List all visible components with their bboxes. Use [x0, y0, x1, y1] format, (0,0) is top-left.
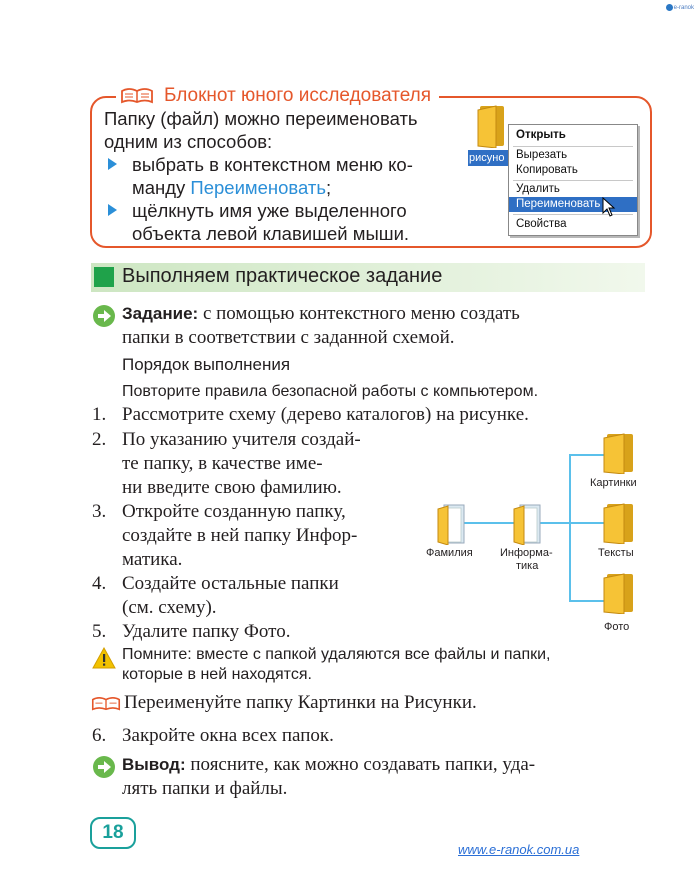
- step-2-text: По указанию учителя создай-: [122, 429, 361, 450]
- folder-name-label[interactable]: рисуно: [468, 150, 510, 166]
- step-5-text: Удалите папку Фото.: [122, 621, 291, 642]
- bullet1-line: выбрать в контекстном меню ко-: [132, 154, 413, 175]
- notebook-title: Блокнот юного исследователя: [164, 85, 432, 106]
- warning-text: которые в ней находятся.: [122, 666, 312, 683]
- conclusion-text: поясните, как можно создавать папки, уда-: [185, 754, 536, 775]
- order-title: Порядок выполнения: [122, 355, 291, 374]
- menu-item-delete[interactable]: Удалить: [516, 183, 560, 195]
- menu-separator: [513, 146, 633, 147]
- task-text: с помощью контекстного меню создать: [198, 303, 520, 324]
- folder-label-middle: тика: [516, 560, 539, 572]
- menu-item-copy[interactable]: Копировать: [516, 164, 578, 176]
- bullet2-line: объекта левой клавишей мыши.: [132, 223, 410, 244]
- corner-logo-text: e-ranok: [673, 5, 694, 12]
- tree-connector: [569, 522, 605, 524]
- section-marker-icon: [94, 267, 114, 287]
- folder-label-root: Фамилия: [426, 547, 473, 559]
- tree-connector: [569, 454, 571, 602]
- open-folder-icon: [512, 503, 544, 545]
- step-number: 4.: [92, 573, 107, 594]
- step-number: 5.: [92, 621, 107, 642]
- step-2-text: те папку, в качестве име-: [122, 453, 323, 474]
- folder-icon: [602, 502, 636, 544]
- task-line: [122, 303, 520, 325]
- conclusion-line: [122, 754, 535, 776]
- step-2-text: ни введите свою фамилию.: [122, 477, 342, 498]
- menu-item-rename[interactable]: Переименовать: [509, 197, 637, 212]
- step-3-text: матика.: [122, 549, 183, 570]
- task-label: Задание:: [122, 304, 199, 323]
- page-number: 18: [90, 817, 136, 849]
- step-4-text: Создайте остальные папки: [122, 573, 339, 594]
- green-arrow-icon: [92, 304, 116, 328]
- step-3-text: Откройте созданную папку,: [122, 501, 346, 522]
- bullet1-line: [132, 176, 331, 199]
- warning-text: Помните: вместе с папкой удаляются все файлы и папки,: [122, 646, 551, 663]
- tree-connector: [569, 600, 605, 602]
- conclusion-line: лять папки и файлы.: [122, 778, 288, 799]
- menu-item-open[interactable]: Открыть: [516, 129, 566, 141]
- step-4-text: (см. схему).: [122, 597, 217, 618]
- menu-separator: [513, 180, 633, 181]
- step-number: 2.: [92, 429, 107, 450]
- notebook-task-text: Переименуйте папку Картинки на Рисунки.: [124, 692, 477, 713]
- rename-command-highlight: Переименовать: [190, 177, 327, 198]
- bullet-arrow-icon: [108, 204, 117, 216]
- conclusion-label: Вывод:: [122, 755, 186, 774]
- safety-note: Повторите правила безопасной работы с компьютером.: [122, 383, 539, 400]
- step-number: 1.: [92, 404, 107, 425]
- open-book-icon: [120, 87, 154, 105]
- step-number: 3.: [92, 501, 107, 522]
- folder-icon: [602, 432, 636, 474]
- mouse-cursor-icon: [602, 197, 616, 217]
- folder-label-middle: Информа-: [500, 547, 553, 559]
- tree-connector: [540, 522, 570, 524]
- bullet1-end: ;: [326, 177, 332, 198]
- tree-connector: [569, 454, 605, 456]
- notebook-intro-line: одним из способов:: [104, 131, 273, 152]
- menu-item-properties[interactable]: Свойства: [516, 218, 567, 230]
- folder-icon: [602, 572, 636, 614]
- section-title: Выполняем практическое задание: [122, 265, 443, 287]
- folder-label-child: Картинки: [590, 477, 637, 489]
- logo-dot-icon: [666, 4, 673, 11]
- step-6-text: Закройте окна всех папок.: [122, 725, 334, 746]
- open-book-icon: [91, 695, 121, 713]
- notebook-intro-line: Папку (файл) можно переименовать: [104, 108, 418, 129]
- task-line: папки в соответствии с заданной схемой.: [122, 327, 455, 348]
- folder-label-child: Тексты: [598, 547, 634, 559]
- warning-icon: [92, 647, 116, 669]
- step-number: 6.: [92, 725, 107, 746]
- step-3-text: создайте в ней папку Инфор-: [122, 525, 358, 546]
- folder-label-child: Фото: [604, 621, 630, 633]
- bullet-arrow-icon: [108, 158, 117, 170]
- context-menu: [508, 124, 638, 236]
- open-folder-icon: [436, 503, 468, 545]
- bullet2-line: щёлкнуть имя уже выделенного: [132, 200, 407, 221]
- step-1-text: Рассмотрите схему (дерево каталогов) на рисунке.: [122, 404, 529, 425]
- corner-logo: [666, 4, 694, 11]
- bullet1-prefix: манду: [132, 177, 191, 198]
- folder-icon: [476, 104, 506, 148]
- notebook-header: [116, 83, 439, 109]
- footer-link[interactable]: www.e-ranok.com.ua: [458, 842, 580, 857]
- green-arrow-icon: [92, 755, 116, 779]
- menu-item-cut[interactable]: Вырезать: [516, 149, 568, 161]
